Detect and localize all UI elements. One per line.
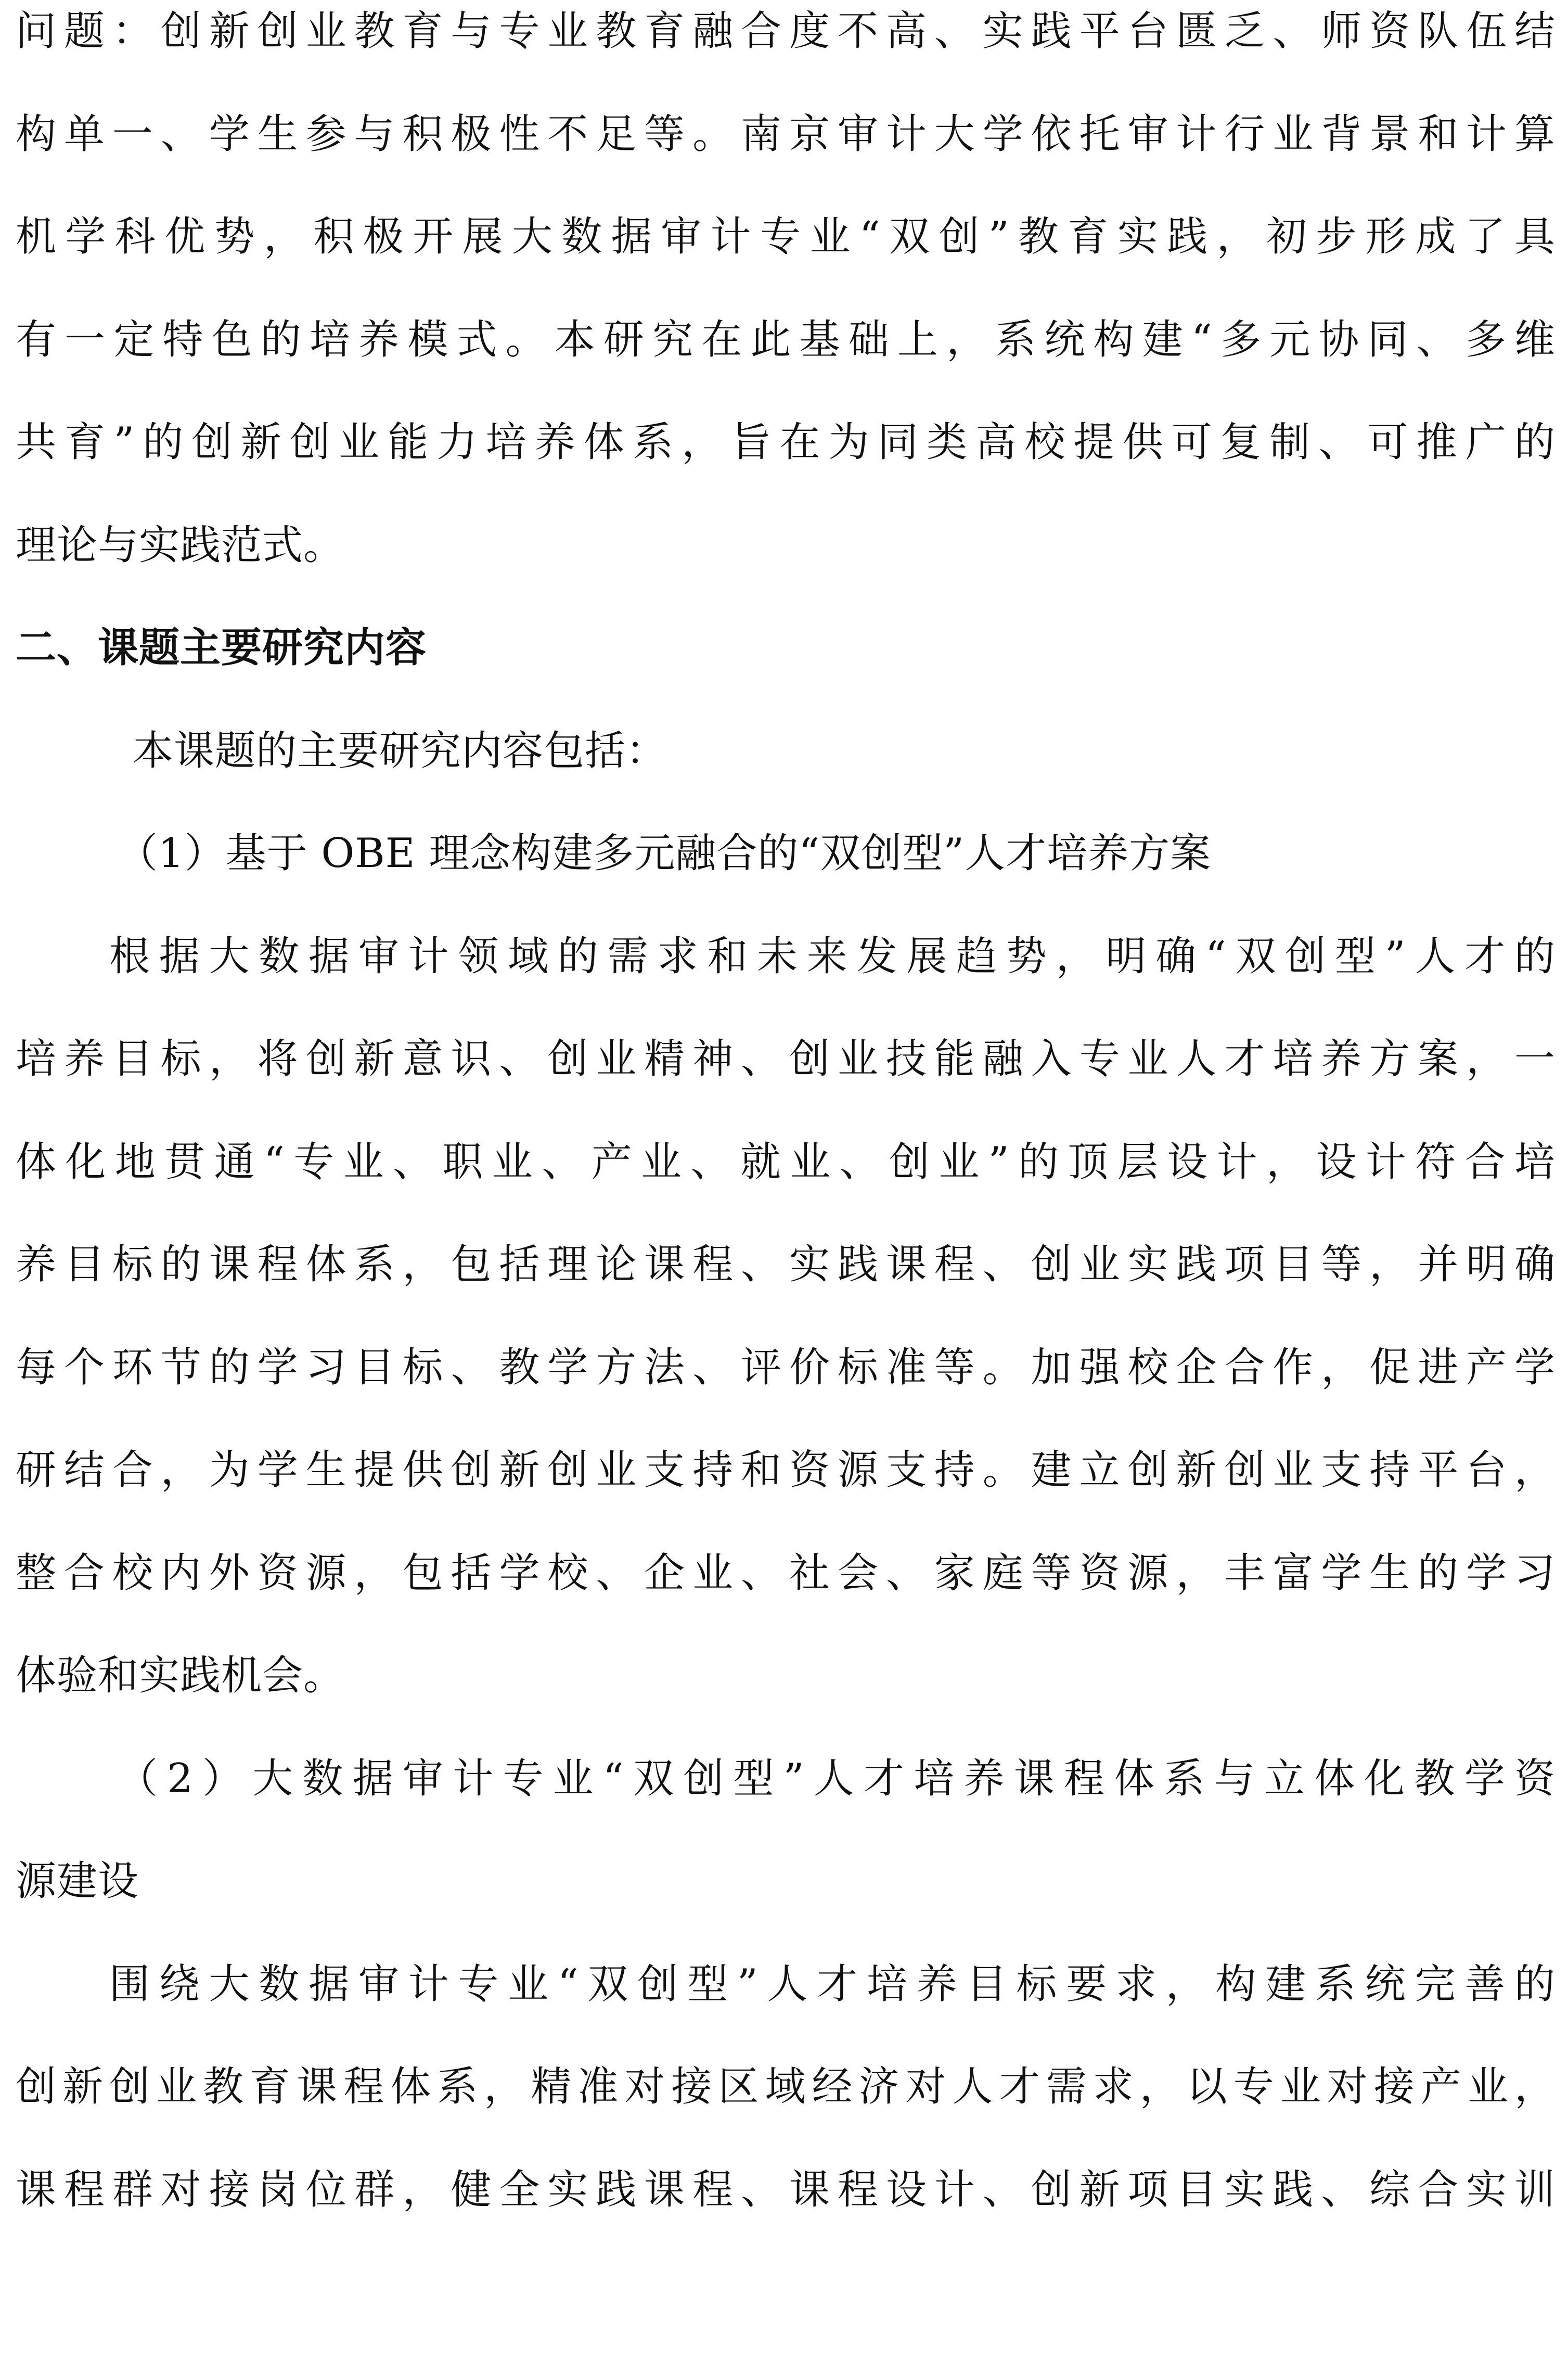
paragraph-line: 体验和实践机会。 — [16, 1652, 345, 1699]
paragraph-line: 研结合，为学生提供创新创业支持和资源支持。建立创新创业支持平台， — [16, 1447, 1556, 1494]
paragraph-line: 构单一、学生参与积极性不足等。南京审计大学依托审计行业背景和计算 — [16, 111, 1556, 158]
item-1-title: （1）基于 OBE 理念构建多元融合的“双创型”人才培养方案 — [117, 830, 1212, 877]
paragraph-line: 问题：创新创业教育与专业教育融合度不高、实践平台匮乏、师资队伍结 — [16, 8, 1556, 55]
paragraph-line: 养目标的课程体系，包括理论课程、实践课程、创业实践项目等，并明确 — [16, 1241, 1556, 1288]
paragraph-line: 围绕大数据审计专业“双创型”人才培养目标要求，构建系统完善的 — [109, 1961, 1556, 2008]
paragraph-line: 培养目标，将创新意识、创业精神、创业技能融入专业人才培养方案，一 — [16, 1036, 1556, 1082]
paragraph-line: 创新创业教育课程体系，精准对接区域经济对人才需求，以专业对接产业， — [16, 2063, 1556, 2110]
paragraph-line: 有一定特色的培养模式。本研究在此基础上，系统构建“多元协同、多维 — [16, 316, 1556, 363]
paragraph-line: 机学科优势，积极开展大数据审计专业“双创”教育实践，初步形成了具 — [16, 213, 1556, 260]
paragraph-line: 每个环节的学习目标、教学方法、评价标准等。加强校企合作，促进产学 — [16, 1344, 1556, 1391]
paragraph-line: 根据大数据审计领域的需求和未来发展趋势，明确“双创型”人才的 — [109, 933, 1556, 980]
section-heading: 二、课题主要研究内容 — [16, 624, 427, 671]
item-2-title: （2）大数据审计专业“双创型”人才培养课程体系与立体化教学资 — [117, 1755, 1556, 1802]
paragraph-line: 共育”的创新创业能力培养体系，旨在为同类高校提供可复制、可推广的 — [16, 419, 1556, 466]
intro-text: 本课题的主要研究内容包括： — [133, 728, 667, 774]
paragraph-line: 理论与实践范式。 — [16, 522, 345, 569]
item-2-title: 源建设 — [16, 1858, 139, 1905]
paragraph-line: 课程群对接岗位群，健全实践课程、课程设计、创新项目实践、综合实训 — [16, 2166, 1556, 2213]
paragraph-line: 体化地贯通“专业、职业、产业、就业、创业”的顶层设计，设计符合培 — [16, 1139, 1556, 1185]
paragraph-line: 整合校内外资源，包括学校、企业、社会、家庭等资源，丰富学生的学习 — [16, 1550, 1556, 1597]
